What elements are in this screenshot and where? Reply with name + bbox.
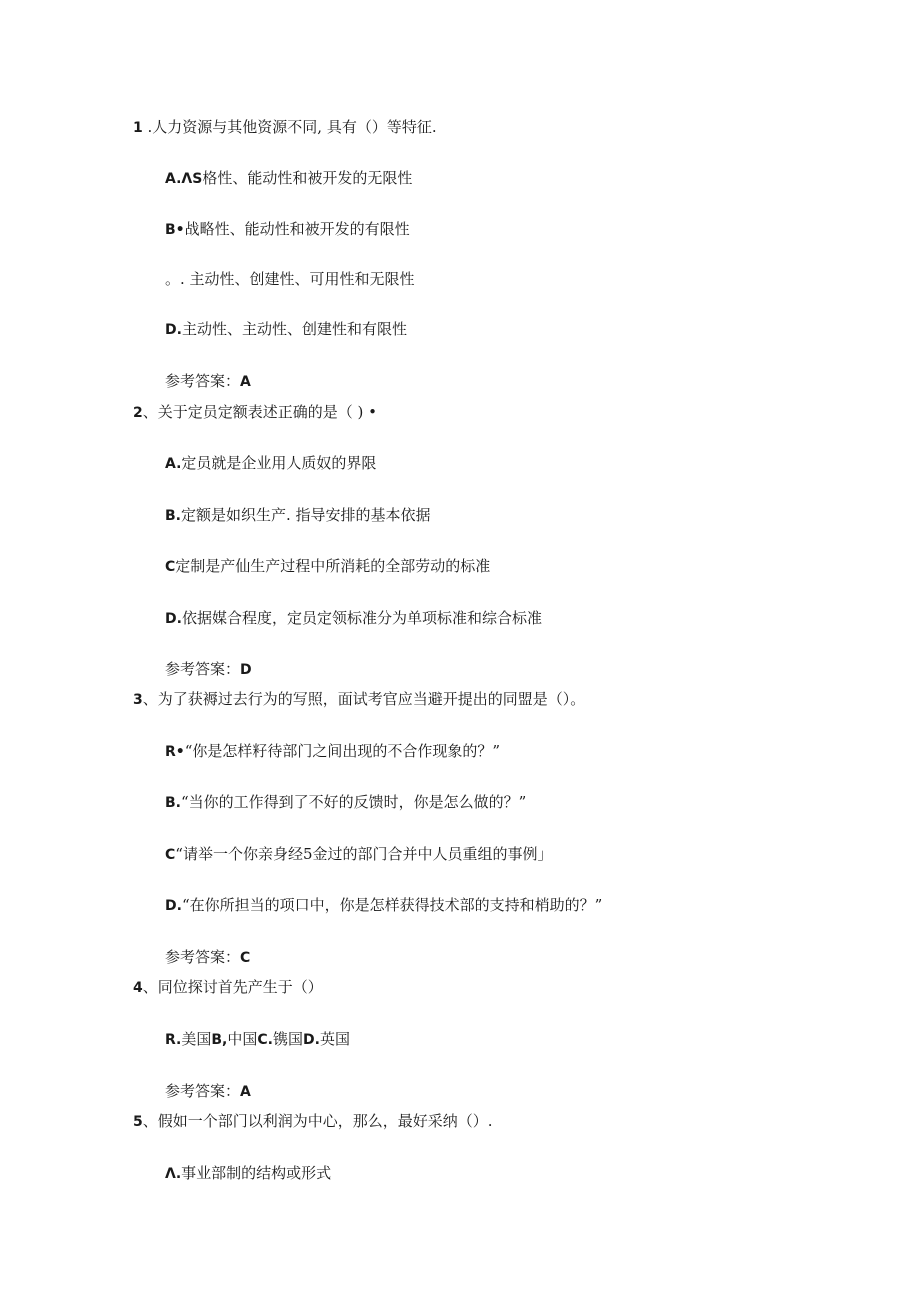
question-text: .人力资源与其他资源不同, 具有（）等特征. xyxy=(142,118,437,136)
question-1-answer xyxy=(165,371,251,392)
question-2-option-c xyxy=(165,556,490,577)
question-1-option-c xyxy=(165,269,415,290)
question-5-option-a xyxy=(165,1163,331,1184)
option-text: 英国 xyxy=(319,1030,350,1048)
option-key: B, xyxy=(211,1032,228,1048)
question-2-option-a xyxy=(165,453,376,474)
answer-label: 参考答案： xyxy=(165,660,241,678)
answer-value: A xyxy=(240,374,251,390)
question-3-option-a xyxy=(165,741,500,762)
answer-value: A xyxy=(240,1084,251,1100)
option-text: 事业部制的结构或形式 xyxy=(181,1164,332,1182)
option-text: 主动性、主动性、创建性和有限性 xyxy=(181,320,407,338)
option-key: D. xyxy=(165,611,182,627)
option-key: B• xyxy=(165,222,185,238)
option-text: “你是怎样籽待部门之间出现的不合作现象的？” xyxy=(184,742,501,760)
option-key: Λ. xyxy=(165,1166,182,1182)
question-3-answer xyxy=(165,947,250,968)
question-3-option-b xyxy=(165,792,526,813)
option-text: 镌国 xyxy=(272,1030,303,1048)
question-number: 3 xyxy=(133,692,143,708)
option-key: D. xyxy=(165,322,182,338)
question-4-answer xyxy=(165,1081,251,1102)
question-3-option-d xyxy=(165,895,602,916)
option-text: 依据媒合程度，定员定领标准分为单项标准和综合标准 xyxy=(181,609,542,627)
question-number: 2 xyxy=(133,405,143,421)
option-text: 中国 xyxy=(227,1030,258,1048)
option-key: B. xyxy=(165,795,181,811)
option-key: A. xyxy=(165,456,182,472)
option-text: 美国 xyxy=(181,1030,212,1048)
question-number: 1 xyxy=(133,120,143,136)
question-3-option-c xyxy=(165,844,553,865)
option-text: 。. 主动性、创建性、可用性和无限性 xyxy=(165,270,415,288)
option-text: 定员就是企业用人质奴的界限 xyxy=(181,454,377,472)
question-5-stem xyxy=(133,1111,493,1132)
option-text: “在你所担当的项口中，你是怎样获得技术部的支持和梢助的？” xyxy=(181,896,603,914)
option-key: C. xyxy=(257,1032,273,1048)
option-key: A.ΛS xyxy=(165,171,203,187)
question-text: 、假如一个部门以利润为中心，那么，最好采纳（）. xyxy=(142,1112,493,1130)
option-text: “请举一个你亲身经5金过的部门合并中人员重组的事例」 xyxy=(175,845,553,863)
option-text: 定制是产仙生产过程中所消耗的全部劳动的标准 xyxy=(175,557,491,575)
option-text: 定额是如织生产. 指导安排的基本依据 xyxy=(181,506,431,524)
question-1-option-b xyxy=(165,219,410,240)
question-1-option-a xyxy=(165,168,412,189)
option-key: R. xyxy=(165,1032,182,1048)
answer-label: 参考答案： xyxy=(165,1082,241,1100)
option-key: R• xyxy=(165,744,185,760)
option-key: C xyxy=(165,559,176,575)
answer-value: D xyxy=(240,662,252,678)
question-2-stem xyxy=(133,402,377,423)
answer-label: 参考答案： xyxy=(165,372,241,390)
question-number: 4 xyxy=(133,980,143,996)
question-1-stem xyxy=(133,117,437,138)
option-key: D. xyxy=(303,1032,320,1048)
question-3-stem xyxy=(133,689,585,710)
question-text: 、同位探讨首先产生于（） xyxy=(142,978,323,996)
option-key: C xyxy=(165,847,176,863)
option-text: “当你的工作得到了不好的反馈时，你是怎么做的？” xyxy=(181,793,527,811)
option-text: 战略性、能动性和被开发的有限性 xyxy=(184,220,410,238)
answer-value: C xyxy=(240,950,251,966)
question-text: 、关于定员定额表述正确的是（ ) • xyxy=(142,403,377,421)
question-1-option-d xyxy=(165,319,407,340)
question-2-answer xyxy=(165,659,252,680)
question-4-stem xyxy=(133,977,323,998)
answer-label: 参考答案： xyxy=(165,948,241,966)
option-key: B. xyxy=(165,508,181,524)
question-2-option-d xyxy=(165,608,542,629)
question-4-options-inline xyxy=(165,1029,350,1050)
question-number: 5 xyxy=(133,1114,143,1130)
question-text: 、为了获褥过去行为的写照，面试考官应当避开提出的同盟是（）。 xyxy=(142,690,586,708)
option-key: D. xyxy=(165,898,182,914)
option-text: 格性、能动性和被开发的无限性 xyxy=(202,169,413,187)
question-2-option-b xyxy=(165,505,431,526)
